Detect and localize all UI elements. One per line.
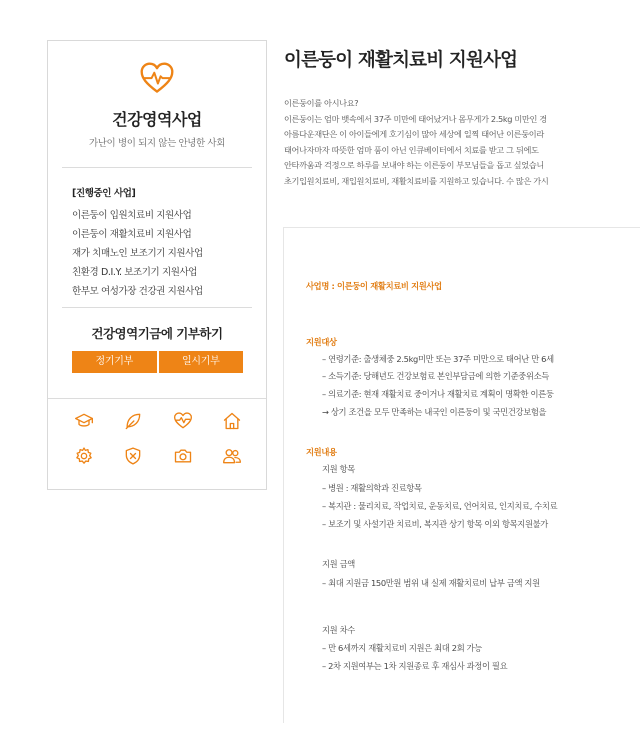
regular-donation-button[interactable]: 정기기부	[72, 351, 157, 373]
items-heading: 지원 항목	[322, 464, 355, 474]
amount-item: – 최대 지원금 150만원 범위 내 실제 재활치료비 납부 금액 지원	[322, 578, 540, 588]
intro-line: 안타까움과 걱정으로 하루를 보내야 하는 이른둥이 부모님들을 돕고 싶었습니	[284, 160, 544, 170]
people-icon[interactable]	[222, 446, 242, 466]
intro-text	[284, 96, 640, 189]
gear-icon[interactable]	[74, 446, 94, 466]
donate-buttons	[72, 351, 243, 373]
project-link-preterm-rehab[interactable]: 이른둥이 재활치료비 지원사업	[72, 229, 192, 240]
amount-heading: 지원 금액	[322, 559, 355, 569]
support-item: – 보조기 및 사설기관 치료비, 복지관 상기 항목 이외 항목지원불가	[322, 519, 548, 529]
shield-icon[interactable]	[123, 446, 143, 466]
target-item: → 상기 조건을 모두 만족하는 내국인 이른둥이 및 국민건강보험을	[322, 407, 547, 417]
heart-pulse-icon[interactable]	[173, 411, 193, 431]
count-item: – 만 6세까지 재활치료비 지원은 최대 2회 가능	[322, 643, 482, 653]
projects-list	[72, 206, 203, 301]
sidebar-card	[47, 40, 267, 490]
intro-line: 이른둥이는 엄마 뱃속에서 37주 미만에 태어났거나 몸무게가 2.5kg 미만인 경	[284, 113, 547, 124]
support-item: – 병원 : 재활의학과 진료항목	[322, 483, 422, 493]
heart-pulse-logo-icon	[139, 61, 175, 97]
graduation-cap-icon[interactable]	[74, 411, 94, 431]
projects-heading: [진행중인 사업]	[72, 188, 136, 199]
target-item: – 연령기준: 출생체중 2.5kg미만 또는 37주 미만으로 태어난 만 6세	[322, 354, 554, 364]
divider	[62, 167, 252, 168]
intro-line: 태어나자마자 따뜻한 엄마 품이 아닌 인큐베이터에서 치료를 받고 그 뒤에도	[284, 144, 539, 155]
camera-icon[interactable]	[173, 446, 193, 466]
intro-line: 아름다운재단은 이 아이들에게 호기심이 많아 세상에 일찍 태어난 이른둥이라	[284, 129, 544, 139]
project-link-preterm-inpatient[interactable]: 이른둥이 입원치료비 지원사업	[72, 210, 192, 221]
project-link-diy-aids[interactable]: 친환경 D.I.Y. 보조기기 지원사업	[72, 267, 198, 278]
intro-line: 초기입원치료비, 재입원치료비, 재활치료비를 지원하고 있습니다. 수 많은 가시	[284, 175, 549, 186]
project-detail-document	[283, 227, 640, 723]
page-title: 이른둥이 재활치료비 지원사업	[284, 50, 518, 71]
project-link-dementia-aids[interactable]: 재가 치매노인 보조기기 지원사업	[72, 248, 203, 259]
support-item: – 복지관 : 물리치료, 작업치료, 운동치료, 언어치료, 인지치료, 수치료	[322, 501, 558, 511]
divider	[48, 398, 266, 399]
divider	[62, 307, 252, 308]
content-heading: 지원내용	[306, 447, 337, 457]
target-item: – 의료기준: 현재 재활치료 중이거나 재활치료 계획이 명확한 이른둥	[322, 389, 554, 399]
project-link-single-mother-health[interactable]: 한부모 여성가장 건강권 지원사업	[72, 286, 203, 297]
count-item: – 2차 지원여부는 1차 지원종료 후 재심사 과정이 필요	[322, 661, 508, 671]
project-name: 사업명 : 이른둥이 재활치료비 지원사업	[306, 281, 442, 291]
intro-line: 이른둥이를 아시나요?	[284, 98, 359, 108]
home-icon[interactable]	[222, 411, 242, 431]
brand-subtitle: 가난이 병이 되지 않는 안녕한 사회	[89, 138, 225, 149]
brand-title: 건강영역사업	[112, 110, 202, 129]
target-item: – 소득기준: 당해년도 건강보험료 본인부담금에 의한 기준중위소득	[322, 371, 549, 381]
target-heading: 지원대상	[306, 337, 337, 347]
leaf-icon[interactable]	[123, 411, 143, 431]
donate-title: 건강영역기금에 기부하기	[91, 326, 223, 341]
count-heading: 지원 차수	[322, 625, 355, 635]
category-icon-grid	[62, 411, 254, 481]
one-time-donation-button[interactable]: 일시기부	[159, 351, 244, 373]
